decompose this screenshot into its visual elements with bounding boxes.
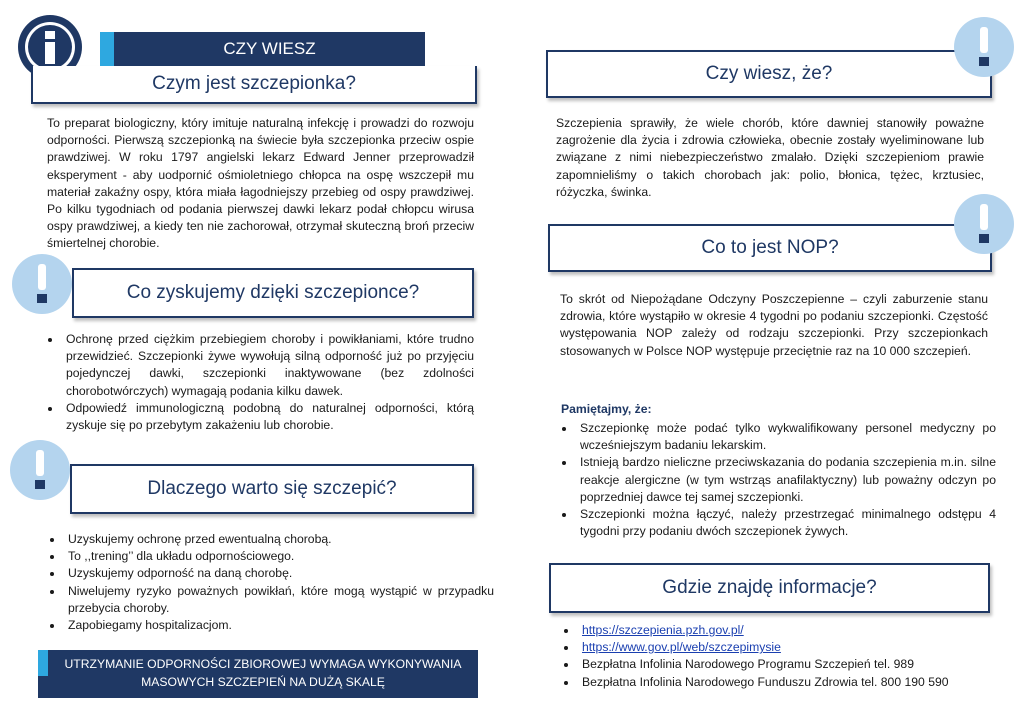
section-title-text: Dlaczego warto się szczepić? bbox=[147, 478, 397, 499]
benefits-list bbox=[40, 331, 474, 434]
header-label: CZY WIESZ bbox=[223, 39, 316, 58]
list-item: • To ,,trening’’ dla układu odpornościowego. bbox=[64, 548, 494, 565]
exclamation-icon bbox=[10, 440, 70, 500]
list-item: • Uzyskujemy ochronę przed ewentualną chorobą. bbox=[64, 531, 494, 548]
section-title-text: Czy wiesz, że? bbox=[705, 63, 833, 84]
list-item: • Bezpłatna Infolinia Narodowego Programu Szczepień tel. 989 bbox=[578, 656, 1018, 673]
section-title-text: Co to jest NOP? bbox=[701, 237, 839, 258]
banner-line: UTRZYMANIE ODPORNOŚCI ZBIOROWEJ WYMAGA WYKONYWANIA bbox=[64, 657, 462, 671]
section-text-what-is-vaccine: To preparat biologiczny, który imituje naturalną infekcję i prowadzi do rozwoju odporności. Pierwszą szczepionką na świecie była szczepionka przeciw ospie prawdziwej. W roku 1797 angielski lekarz Edward Jenner przeprowadził eksperyment - aby uodpornić ośmioletniego chłopca na ospę wszczepił mu materiał zakaźny ospy, która miała łagodniejszy przebieg od ospy prawdziwej. Po kilku tygodniach od podania pierwszej dawki lekarz podał chłopcu wirusa ospy prawdziwej, a kiedy ten nie zachorował, otrzymał skuteczną broń przeciw śmiertelnej chorobie. bbox=[47, 116, 474, 251]
link-szczepienia-pzh[interactable]: https://szczepienia.pzh.gov.pl/ bbox=[582, 623, 744, 637]
section-title-text: Co zyskujemy dzięki szczepionce? bbox=[126, 282, 420, 303]
section-text-did-you-know: Szczepienia sprawiły, że wiele chorób, które dawniej stanowiły poważne zagrożenie dla życia i zdrowia człowieka, obecnie zostały wyeliminowane lub związane z nimi niebezpieczeństwo zmalało. Dzięki szczepieniom prawie zapomnieliśmy o takich chorobach jak: polio, błonica, tężec, krztusiec, różyczka, świnka. bbox=[556, 116, 984, 199]
section-title-did-you-know bbox=[546, 50, 992, 98]
info-list bbox=[556, 622, 1018, 691]
section-title-text: Czym jest szczepionka? bbox=[152, 73, 356, 94]
list-item: • Bezpłatna Infolinia Narodowego Funduszu Zdrowia tel. 800 190 590 bbox=[578, 674, 1018, 691]
list-item: • Uzyskujemy odporność na daną chorobę. bbox=[64, 565, 494, 582]
list-item: • Szczepionki można łączyć, należy przestrzegać minimalnego odstępu 4 tygodni przy podaniu dwóch szczepionek żywych. bbox=[576, 506, 996, 540]
exclamation-icon bbox=[954, 194, 1014, 254]
list-item: • Niwelujemy ryzyko poważnych powikłań, które mogą wystąpić w przypadku przebycia choroby. bbox=[64, 583, 494, 617]
header-bar bbox=[100, 32, 425, 66]
section-title-what-is-vaccine bbox=[31, 66, 477, 104]
section-title-why-vaccinate bbox=[70, 464, 474, 514]
remember-label: Pamiętajmy, że: bbox=[561, 402, 652, 416]
exclamation-icon bbox=[12, 254, 72, 314]
list-item: • Odpowiedź immunologiczną podobną do naturalnej odporności, którą zyskuje się po przebytym zakażeniu lub chorobie. bbox=[62, 400, 474, 434]
link-gov-szczepimysie[interactable]: https://www.gov.pl/web/szczepimysie bbox=[582, 640, 781, 655]
list-item: • Szczepionkę może podać tylko wykwalifikowany personel medyczny po wcześniejszym badaniu lekarskim. bbox=[576, 420, 996, 454]
list-item: • Zapobiegamy hospitalizacjom. bbox=[64, 617, 494, 634]
section-title-benefits bbox=[72, 268, 474, 318]
section-title-text: Gdzie znajdę informacje? bbox=[662, 577, 877, 598]
list-item bbox=[578, 622, 1018, 639]
exclamation-icon bbox=[954, 17, 1014, 77]
herd-immunity-banner bbox=[38, 650, 478, 698]
list-item bbox=[578, 639, 1018, 656]
reasons-list bbox=[42, 531, 494, 634]
banner-line: MASOWYCH SZCZEPIEŃ NA DUŻĄ SKALĘ bbox=[141, 675, 385, 689]
section-title-nop bbox=[548, 224, 992, 272]
section-text-nop: To skrót od Niepożądane Odczyny Poszczepienne – czyli zaburzenie stanu zdrowia, które wystąpiło w okresie 4 tygodni po podaniu szczepionki. Częstość występowania NOP zależy od rodzaju szczepionki. Przy szczepionkach stosowanych w Polsce NOP występuje przeciętnie raz na 10 000 szczepień. bbox=[560, 292, 988, 358]
list-item: • Istnieją bardzo nieliczne przeciwskazania do podania szczepienia m.in. silne reakcje alergiczne (w tym wstrząs anafilaktyczny) lub poważny odczyn po poprzedniej dawce tej samej szczepionki. bbox=[576, 454, 996, 506]
section-title-where-info bbox=[549, 563, 990, 613]
list-item: • Ochronę przed ciężkim przebiegiem choroby i powikłaniami, które trudno przewidzieć. Szczepionki żywe wywołują silną odporność już po przyjęciu pojedynczej dawki, szczepionki inaktywowane (bez zdolności chorobotwórczych) wymagają podania kilku dawek. bbox=[62, 331, 474, 400]
remember-list bbox=[554, 420, 996, 540]
